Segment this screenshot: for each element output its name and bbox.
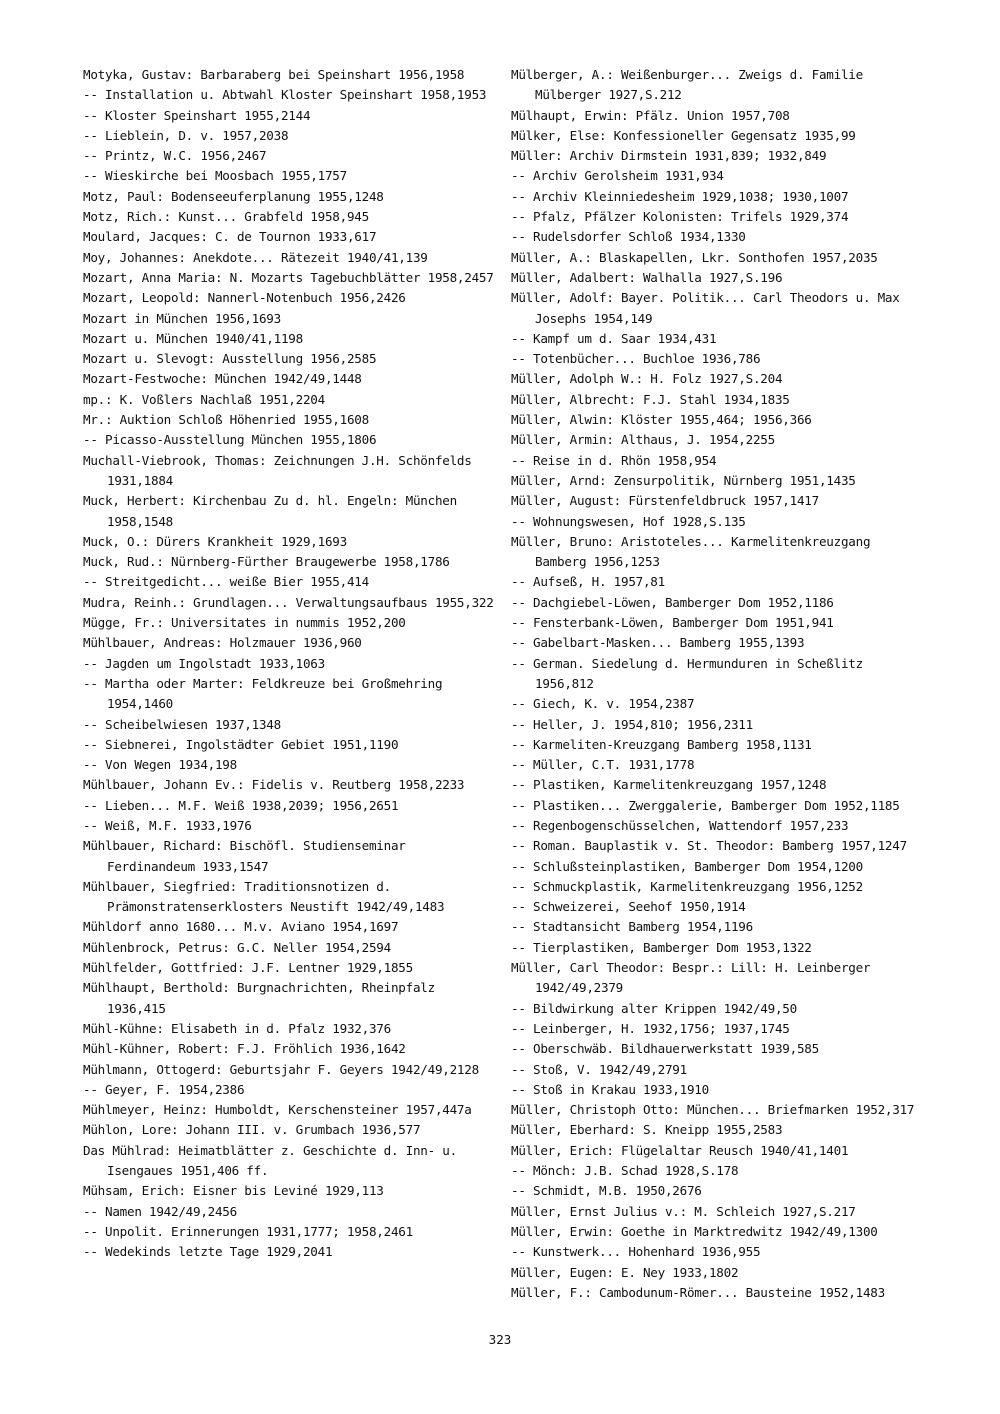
- page-number: 323: [488, 1332, 512, 1347]
- index-entry: Mühl-Kühner, Robert: F.J. Fröhlich 1936,1642: [83, 1041, 406, 1057]
- index-entry: -- Plastiken... Zwerggalerie, Bamberger Dom 1952,1185: [511, 797, 900, 813]
- index-entry: Mühlbauer, Johann Ev.: Fidelis v. Reutberg 1958,2233: [83, 777, 465, 793]
- index-entry: Muck, Herbert: Kirchenbau Zu d. hl. Engeln: München 1958,1548: [83, 493, 465, 529]
- index-entry: Müller, Bruno: Aristoteles... Karmelitenkreuzgang Bamberg 1956,1253: [511, 533, 878, 570]
- index-entry: Mudra, Reinh.: Grundlagen... Verwaltungsaufbaus 1955,322: [83, 594, 494, 610]
- index-entry: Mülhaupt, Erwin: Pfälz. Union 1957,708: [511, 107, 790, 123]
- index-entry: -- Oberschwäb. Bildhauerwerkstatt 1939,585: [511, 1041, 819, 1057]
- index-entry: -- Schmidt, M.B. 1950,2676: [511, 1183, 702, 1199]
- index-entry: -- Tierplastiken, Bamberger Dom 1953,1322: [511, 939, 812, 955]
- index-entry: Mühlfelder, Gottfried: J.F. Lentner 1929,1855: [83, 960, 413, 976]
- index-entry: Mühlenbrock, Petrus: G.C. Neller 1954,2594: [83, 939, 391, 955]
- index-entry: Mühlbauer, Siegfried: Traditionsnotizen d. Prämonstratenserklosters Neustift 1942/49,1483: [83, 878, 445, 915]
- index-entry: -- German. Siedelung d. Hermunduren in Scheßlitz 1956,812: [511, 655, 871, 691]
- index-entry: -- Stoß, V. 1942/49,2791: [511, 1061, 687, 1077]
- index-entry: -- Picasso-Ausstellung München 1955,1806: [83, 432, 377, 448]
- index-entry: -- Aufseß, H. 1957,81: [511, 574, 665, 590]
- index-entry: -- Karmeliten-Kreuzgang Bamberg 1958,1131: [511, 736, 812, 752]
- index-entry: Mozart u. Slevogt: Ausstellung 1956,2585: [83, 351, 377, 367]
- index-entry: Müller: Archiv Dirmstein 1931,839; 1932,849: [511, 148, 827, 164]
- index-entry: Müller, A.: Blaskapellen, Lkr. Sonthofen 1957,2035: [511, 249, 878, 265]
- index-entry: Müller, Erich: Flügelaltar Reusch 1940/41,1401: [511, 1142, 849, 1158]
- index-entry: -- Leinberger, H. 1932,1756; 1937,1745: [511, 1020, 790, 1036]
- index-entry: Motz, Paul: Bodenseeuferplanung 1955,1248: [83, 188, 384, 204]
- index-entry: -- Totenbücher... Buchloe 1936,786: [511, 351, 761, 367]
- index-entry: Muck, Rud.: Nürnberg-Fürther Braugewerbe 1958,1786: [83, 554, 450, 570]
- index-entry: -- Weiß, M.F. 1933,1976: [83, 817, 252, 833]
- index-entry: Müller, Adolf: Bayer. Politik... Carl Theodors u. Max Josephs 1954,149: [511, 290, 907, 326]
- index-entry: Müller, Arnd: Zensurpolitik, Nürnberg 1951,1435: [511, 472, 856, 488]
- index-entry: -- Bildwirkung alter Krippen 1942/49,50: [511, 1000, 797, 1016]
- index-entry: Mühlbauer, Andreas: Holzmauer 1936,960: [83, 635, 362, 651]
- index-entry: Muck, O.: Dürers Krankheit 1929,1693: [83, 533, 347, 549]
- index-entry: -- Roman. Bauplastik v. St. Theodor: Bamberg 1957,1247: [511, 838, 907, 854]
- index-entry: -- Jagden um Ingolstadt 1933,1063: [83, 655, 325, 671]
- index-entry: Mülberger, A.: Weißenburger... Zweigs d. Familie Mülberger 1927,S.212: [511, 67, 871, 103]
- index-entry: Moy, Johannes: Anekdote... Rätezeit 1940/41,139: [83, 249, 428, 265]
- index-entry: -- Reise in d. Rhön 1958,954: [511, 452, 717, 468]
- index-entry: -- Dachgiebel-Löwen, Bamberger Dom 1952,1186: [511, 594, 834, 610]
- index-entry: Mühldorf anno 1680... M.v. Aviano 1954,1697: [83, 919, 399, 935]
- index-entry: Mozart, Leopold: Nannerl-Notenbuch 1956,2426: [83, 290, 406, 306]
- index-entry: -- Namen 1942/49,2456: [83, 1203, 237, 1219]
- index-entry: -- Lieblein, D. v. 1957,2038: [83, 127, 289, 143]
- index-entry: -- Schweizerei, Seehof 1950,1914: [511, 899, 746, 915]
- index-entry: -- Gabelbart-Masken... Bamberg 1955,1393: [511, 635, 805, 651]
- index-entry: Mühsam, Erich: Eisner bis Leviné 1929,113: [83, 1183, 384, 1199]
- index-entry: Müller, F.: Cambodunum-Römer... Bausteine 1952,1483: [511, 1284, 885, 1300]
- index-entry: -- Wedekinds letzte Tage 1929,2041: [83, 1244, 333, 1260]
- index-entry: Mülker, Else: Konfessioneller Gegensatz 1935,99: [511, 127, 856, 143]
- index-entry: Mühlmeyer, Heinz: Humboldt, Kerschensteiner 1957,447a: [83, 1102, 472, 1118]
- index-entry: Mozart-Festwoche: München 1942/49,1448: [83, 371, 362, 387]
- index-entry: -- Plastiken, Karmelitenkreuzgang 1957,1248: [511, 777, 827, 793]
- index-entry: Müller, Carl Theodor: Bespr.: Lill: H. Leinberger 1942/49,2379: [511, 960, 878, 996]
- index-entry: Mühlhaupt, Berthold: Burgnachrichten, Rheinpfalz 1936,415: [83, 980, 443, 1016]
- index-entry: Müller, Christoph Otto: München... Briefmarken 1952,317: [511, 1102, 915, 1118]
- index-entry: Müller, Eugen: E. Ney 1933,1802: [511, 1264, 739, 1280]
- index-entry: -- Kunstwerk... Hohenhard 1936,955: [511, 1244, 761, 1260]
- index-entry: Moulard, Jacques: C. de Tournon 1933,617: [83, 229, 377, 245]
- index-entry: -- Schmuckplastik, Karmelitenkreuzgang 1956,1252: [511, 878, 863, 894]
- index-entry: -- Unpolit. Erinnerungen 1931,1777; 1958,2461: [83, 1223, 413, 1239]
- index-entry: mp.: K. Voßlers Nachlaß 1951,2204: [83, 391, 325, 407]
- index-entry: -- Regenbogenschüsselchen, Wattendorf 1957,233: [511, 817, 849, 833]
- index-entry: Mozart, Anna Maria: N. Mozarts Tagebuchblätter 1958,2457: [83, 269, 494, 285]
- index-entry: -- Streitgedicht... weiße Bier 1955,414: [83, 574, 369, 590]
- index-entry: Müller, Eberhard: S. Kneipp 1955,2583: [511, 1122, 783, 1138]
- index-entry: -- Archiv Kleinniedesheim 1929,1038; 1930,1007: [511, 188, 849, 204]
- index-entry: Mühlon, Lore: Johann III. v. Grumbach 1936,577: [83, 1122, 421, 1138]
- index-entry: Motyka, Gustav: Barbaraberg bei Speinshart 1956,1958: [83, 67, 465, 82]
- index-entry: Müller, Armin: Althaus, J. 1954,2255: [511, 432, 775, 448]
- index-entry: -- Siebnerei, Ingolstädter Gebiet 1951,1190: [83, 736, 399, 752]
- index-entry: Müller, Alwin: Klöster 1955,464; 1956,366: [511, 412, 812, 428]
- index-column-left: [83, 65, 498, 1263]
- index-entry: Müller, Albrecht: F.J. Stahl 1934,1835: [511, 391, 790, 407]
- index-column-right: [511, 65, 921, 1303]
- index-entry: Mozart u. München 1940/41,1198: [83, 330, 303, 346]
- index-entry: -- Fensterbank-Löwen, Bamberger Dom 1951,941: [511, 615, 834, 631]
- index-entry: -- Rudelsdorfer Schloß 1934,1330: [511, 229, 746, 245]
- index-entry: -- Pfalz, Pfälzer Kolonisten: Trifels 1929,374: [511, 209, 849, 225]
- index-entry: Mr.: Auktion Schloß Höhenried 1955,1608: [83, 412, 369, 428]
- index-entry: -- Stadtansicht Bamberg 1954,1196: [511, 919, 753, 935]
- index-entry: -- Printz, W.C. 1956,2467: [83, 148, 267, 164]
- index-entry: Müller, Erwin: Goethe in Marktredwitz 1942/49,1300: [511, 1223, 878, 1239]
- index-entry: Müller, August: Fürstenfeldbruck 1957,1417: [511, 493, 819, 509]
- index-entry: Müller, Adolph W.: H. Folz 1927,S.204: [511, 371, 783, 387]
- index-entry: -- Schlußsteinplastiken, Bamberger Dom 1954,1200: [511, 858, 863, 874]
- index-entry: Das Mühlrad: Heimatblätter z. Geschichte d. Inn- u. Isengaues 1951,406 ff.: [83, 1142, 465, 1179]
- index-entry: -- Archiv Gerolsheim 1931,934: [511, 168, 724, 184]
- index-entry: -- Von Wegen 1934,198: [83, 757, 237, 773]
- index-entry: -- Wieskirche bei Moosbach 1955,1757: [83, 168, 347, 184]
- index-entry: -- Scheibelwiesen 1937,1348: [83, 716, 281, 732]
- index-entry: Motz, Rich.: Kunst... Grabfeld 1958,945: [83, 209, 369, 225]
- index-entry: -- Kampf um d. Saar 1934,431: [511, 330, 717, 346]
- index-entry: -- Wohnungswesen, Hof 1928,S.135: [511, 513, 746, 529]
- index-entry: Mühlbauer, Richard: Bischöfl. Studienseminar Ferdinandeum 1933,1547: [83, 838, 413, 874]
- index-entry: -- Giech, K. v. 1954,2387: [511, 696, 695, 712]
- index-entry: Mozart in München 1956,1693: [83, 310, 281, 326]
- index-entry: -- Kloster Speinshart 1955,2144: [83, 107, 311, 123]
- index-entry: -- Martha oder Marter: Feldkreuze bei Großmehring 1954,1460: [83, 675, 450, 712]
- index-entry: Mühlmann, Ottogerd: Geburtsjahr F. Geyers 1942/49,2128: [83, 1061, 479, 1077]
- index-entry: Muchall-Viebrook, Thomas: Zeichnungen J.H. Schönfelds 1931,1884: [83, 452, 479, 488]
- index-entry: Mügge, Fr.: Universitates in nummis 1952,200: [83, 615, 406, 631]
- index-entry: -- Geyer, F. 1954,2386: [83, 1081, 245, 1097]
- index-entry: -- Lieben... M.F. Weiß 1938,2039; 1956,2651: [83, 797, 399, 813]
- index-entry: Müller, Ernst Julius v.: M. Schleich 1927,S.217: [511, 1203, 856, 1219]
- index-entry: Müller, Adalbert: Walhalla 1927,S.196: [511, 269, 783, 285]
- index-entry: Mühl-Kühne: Elisabeth in d. Pfalz 1932,376: [83, 1020, 391, 1036]
- index-entry: -- Heller, J. 1954,810; 1956,2311: [511, 716, 753, 732]
- index-entry: -- Mönch: J.B. Schad 1928,S.178: [511, 1163, 739, 1179]
- index-entry: -- Installation u. Abtwahl Kloster Speinshart 1958,1953: [83, 87, 487, 103]
- index-entry: -- Müller, C.T. 1931,1778: [511, 757, 695, 773]
- index-entry: -- Stoß in Krakau 1933,1910: [511, 1081, 709, 1097]
